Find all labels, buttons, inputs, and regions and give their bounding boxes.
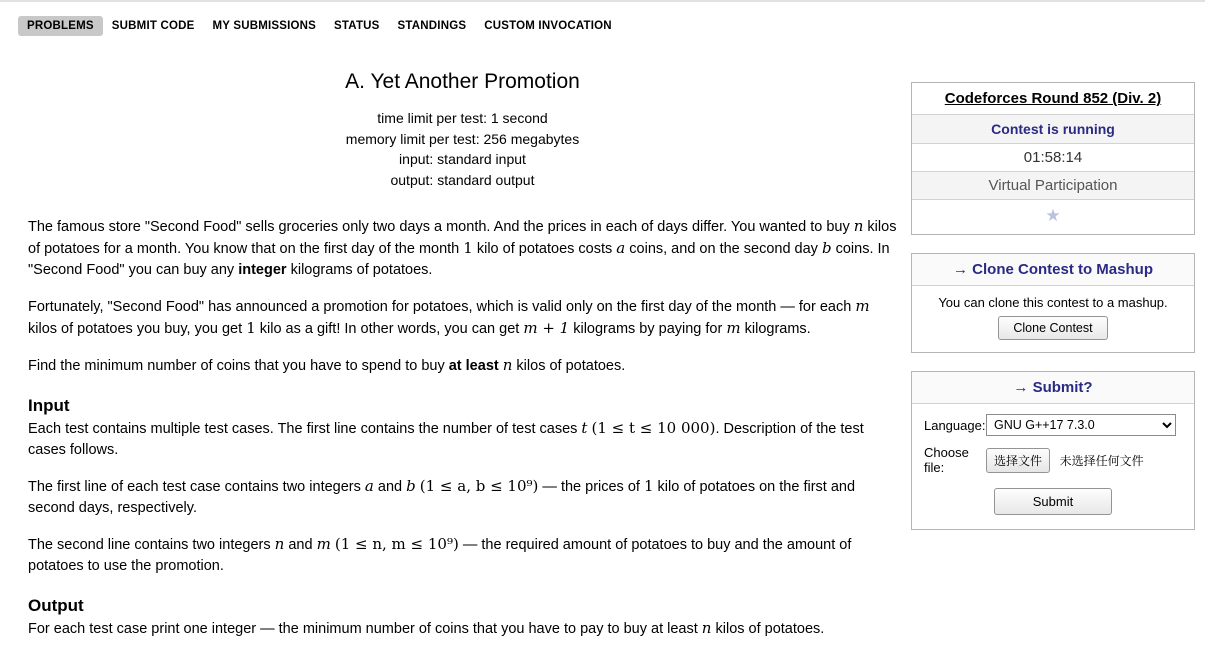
math-ab-range: (1 ≤ a, b ≤ 10⁹) — [419, 477, 539, 495]
math-1: 1 — [246, 319, 256, 337]
sidebar — [911, 46, 1195, 655]
file-status-text: 未选择任何文件 — [1059, 453, 1144, 468]
clone-contest-description: You can clone this contest to a mashup. — [938, 295, 1168, 310]
math-n: n — [274, 535, 285, 553]
clone-button-row — [912, 316, 1194, 352]
text: kilo of potatoes costs — [472, 241, 617, 257]
clone-contest-box — [911, 253, 1195, 353]
text: kilo of potatoes on the first and second days, respectively. — [28, 479, 856, 516]
text: The famous store "Second Food" sells groceries only two days a month. And the prices in each of days differ. You wanted to buy — [28, 219, 854, 235]
text: kilos of potatoes for a month. You know that on the first day of the month — [28, 219, 897, 257]
contest-status: Contest is running — [912, 115, 1194, 144]
contest-name-link[interactable]: Codeforces Round 852 (Div. 2) — [912, 83, 1194, 115]
text: kilograms of potatoes. — [286, 262, 433, 278]
text: — the prices of — [538, 479, 644, 495]
math-n: n — [853, 217, 864, 235]
tab-custom-invocation[interactable]: CUSTOM INVOCATION — [484, 20, 612, 32]
math-a: a — [616, 239, 626, 257]
math-1: 1 — [643, 477, 654, 495]
text: The second line contains two integers — [28, 537, 275, 553]
input-spec: input: standard input — [399, 151, 526, 167]
text: The first line of each test case contains two integers — [28, 479, 365, 495]
math-b: b — [406, 477, 416, 495]
language-select[interactable] — [986, 414, 1176, 436]
submit-button-row — [924, 484, 1182, 515]
virtual-participation-label[interactable]: Virtual Participation — [912, 172, 1194, 200]
submit-form — [912, 404, 1194, 529]
output-section-heading: Output — [28, 596, 84, 615]
text: coins. In "Second Food" you can buy any — [28, 241, 890, 278]
text: Fortunately, "Second Food" has announced a promotion for potatoes, which is valid only on the first day of the month — for each — [28, 299, 856, 315]
submit-box — [911, 371, 1195, 530]
input-paragraph-2 — [28, 476, 897, 519]
text: and — [284, 537, 317, 553]
legend-paragraph-3 — [28, 355, 897, 377]
math-b: b — [821, 239, 832, 257]
star-icon[interactable]: ★ — [1045, 206, 1061, 225]
text: coins, and on the second day — [625, 241, 822, 257]
text: — the required amount of potatoes to buy and the amount of potatoes to use the promotion. — [28, 537, 852, 574]
legend-paragraph-1 — [28, 216, 897, 281]
text: and — [373, 479, 407, 495]
output-paragraph-1 — [28, 618, 897, 640]
contest-timer: 01:58:14 — [912, 144, 1194, 172]
emphasis-integer: integer — [238, 262, 287, 278]
memory-limit: memory limit per test: 256 megabytes — [345, 130, 580, 147]
problem-title: A. Yet Another Promotion — [345, 70, 580, 93]
choose-file-button[interactable]: 选择文件 — [986, 448, 1050, 473]
output-spec: output: standard output — [390, 171, 535, 188]
text: Find the minimum number of coins that you have to spend to buy — [28, 358, 449, 374]
file-input-wrapper — [986, 448, 1144, 473]
emphasis-at-least: at least — [448, 358, 503, 374]
clone-contest-title[interactable]: → Clone Contest to Mashup — [912, 254, 1194, 286]
tab-status[interactable]: STATUS — [334, 20, 380, 32]
input-paragraph-3 — [28, 534, 897, 577]
math-t: t — [581, 419, 588, 437]
math-1: 1 — [463, 239, 473, 257]
text: kilograms. — [740, 321, 811, 337]
math-t-range: (1 ≤ t ≤ 10 000) — [591, 419, 716, 437]
language-row — [924, 414, 1182, 436]
math-m: m — [855, 297, 870, 315]
legend-paragraph-2 — [28, 296, 897, 340]
math-nm-range: (1 ≤ n, m ≤ 10⁹) — [334, 535, 459, 553]
text: kilos of potatoes. — [512, 358, 626, 374]
favourite-star-row — [912, 200, 1194, 234]
submit-button[interactable]: Submit — [994, 488, 1112, 515]
text: kilograms by paying for — [569, 321, 727, 337]
clone-contest-button[interactable]: Clone Contest — [998, 316, 1107, 340]
contest-box — [911, 82, 1195, 235]
file-row — [924, 445, 1182, 475]
input-paragraph-1 — [28, 418, 897, 461]
text: kilos of potatoes. — [711, 621, 825, 637]
math-m-plus-1: m + 1 — [523, 319, 570, 337]
submit-box-title[interactable]: → Submit? — [912, 372, 1194, 404]
math-n: n — [701, 619, 712, 637]
problem-limits — [28, 108, 897, 190]
text: kilo as a gift! In other words, you can get — [255, 321, 524, 337]
tab-submit-code[interactable]: SUBMIT CODE — [111, 20, 195, 32]
nav-list — [18, 16, 1205, 36]
tab-my-submissions[interactable]: MY SUBMISSIONS — [212, 20, 317, 32]
tab-problems[interactable]: PROBLEMS — [18, 16, 103, 36]
language-label: Language: — [923, 417, 986, 433]
text: For each test case print one integer — the minimum number of coins that you have to pay to buy at least — [28, 621, 702, 637]
text: Each test contains multiple test cases. The first line contains the number of test cases — [28, 421, 582, 437]
tab-standings[interactable]: STANDINGS — [397, 20, 467, 32]
math-n: n — [502, 356, 513, 374]
problem-body — [28, 216, 897, 640]
input-section-heading: Input — [28, 396, 70, 415]
time-limit: time limit per test: 1 second — [377, 110, 548, 126]
math-m: m — [316, 535, 331, 553]
text: kilos of potatoes you buy, you get — [28, 321, 247, 337]
choose-file-label: Choose file: — [923, 445, 969, 475]
math-m: m — [726, 319, 741, 337]
problem-statement — [10, 46, 907, 655]
top-navigation-bar — [0, 0, 1205, 46]
math-a: a — [364, 477, 374, 495]
content-area — [0, 46, 1205, 655]
text: . Description of the test cases follows. — [28, 421, 864, 458]
